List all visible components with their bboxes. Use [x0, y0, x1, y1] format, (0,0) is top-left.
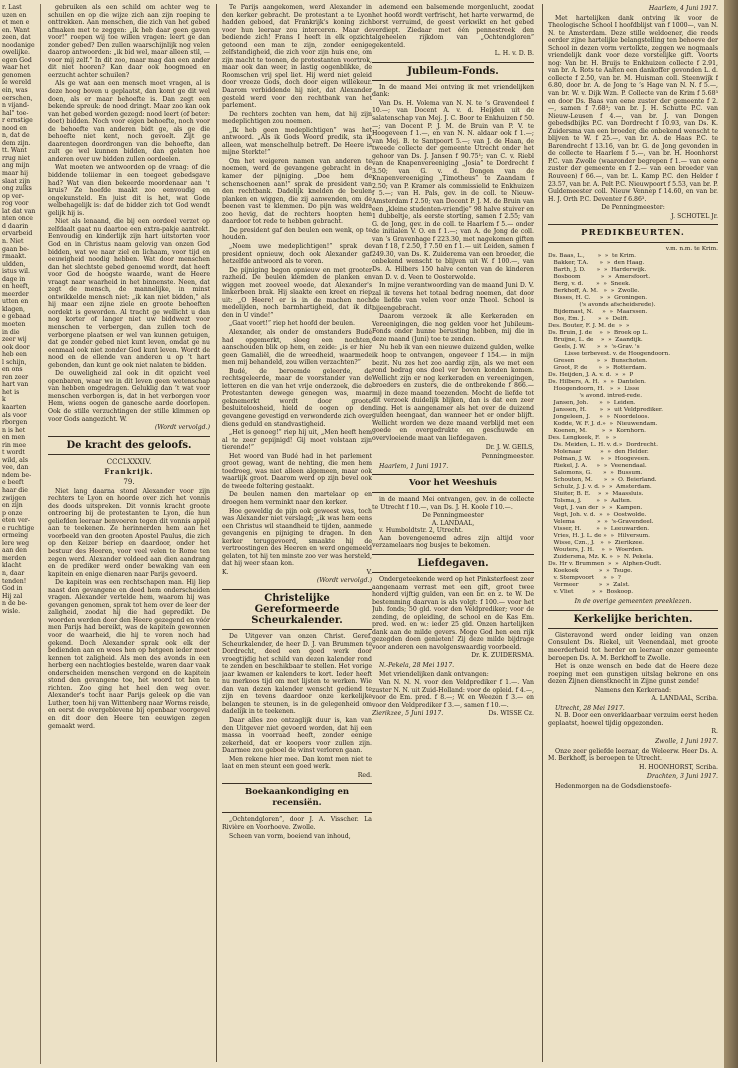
fragment-line: p onze — [2, 509, 23, 517]
para: De Uitgever van onzen Christ. Geref. Scheurkalender, de heer D. J. van Brummen te Dordrecht, deed een goed werk door vroegtijdig het schild van dezen kalender rond te zenden en beschikbaar te stellen. Het vorige jaar kwamen er kalenders te kort. Ieder heeft nu merkoos tijd om met lijsten te werken. Wie dan van dezen kalender wenscht gediend te zijn en tevens daardoor onze kerkelijke belangen te steunen, is in de gelegenheid om dadelijk in te teekenen. — [222, 633, 372, 716]
fragment-line: meerder — [2, 290, 29, 298]
fragment-line: zeer wij — [2, 336, 27, 344]
signature: R. — [711, 728, 718, 736]
heading-kalender: Christelijke Gereformeerde Scheurkalender. — [222, 589, 372, 630]
table-row: Jongeleen, J. » » Noordeloos. — [548, 414, 650, 421]
column-2 — [222, 4, 372, 1064]
fragment-line: God in — [2, 585, 23, 593]
fragment-line: rrug niet — [2, 154, 30, 162]
sig-k: K. — [222, 568, 229, 576]
fragment-line: Hij zal — [2, 592, 23, 600]
fragment-line: n, daar — [2, 570, 25, 578]
table-row: Hoogendoorn, H. » » Lisse — [548, 386, 640, 393]
signature-row — [372, 710, 534, 718]
para: De kapitein was een rechtschapen man. Hij liep naast den gevangene en deed hem onderscheiden vragen. Alexander vertelde hem, waarom hij was gevangen genomen, sprak tot hem over de leer der zaligheid, zoodat hij die had gepredikt. De woorden werden door den Heere gezegend en vóór men Parijs had bereikt, was de kapitein gewonnen voor de waarheid, die hij te voren noch had gekend. Doch Alexander sprak ook elk der bedienden aan en wees hen op hetgeen ieder moet kennen tot zaligheid. Als men des avonds in een herberg een nachtlogies bestelde, waren daar vaak onderscheiden menschen vergond en de kapitein stond den gevangene toe, het woord tot hen te richten. Zoo ging het heel den weg over. Alexander's tocht naar Parijs geleek op die van Luther, toen hij van Wittenberg naar Worms reisde, en eerst de overgeblevene bij openbaar voorgevel en dit door den Heere ten eeuwigen zegen gemaakt werd. — [48, 579, 210, 730]
table-row: Berg, v. d. » » Sneek. — [548, 281, 631, 288]
table-row: Wouters, J. H. » » Woerden. — [548, 547, 644, 554]
fragment-line: hart van — [2, 381, 29, 389]
table-row: Des. Lengkeek, F. » » — [548, 435, 617, 442]
fragment-line: en zijn — [2, 502, 23, 510]
fragment-line: eerschen, — [2, 94, 33, 102]
heading-boek: Boekaankondiging en recensiën. — [222, 783, 372, 813]
fragment-line: egen God — [2, 56, 32, 64]
para: Men rekene hier mee. Dan komt men niet te laat en men steunt een goed werk. — [222, 755, 372, 771]
para: Wat moeten we antwoorden op de vraag: of die biddende toliiemar in een toegeet gebedsgave had? Wat van dien bekeerde moordenaar aan 't kruis? Ze hoefde maakt zoo eenvoudig en ongekunsteld. En juist dit is het, wat Gode welbehagelijk is: dat de bidder zich tot God wendt gelijk hij is. — [48, 164, 210, 217]
heading-weeshuis: Voor het Weeshuis — [372, 474, 534, 493]
para: Ondergeteekende werd op het Pinksterfeest zeer aangenaam verrast met een gift, groot twee honderd vijftig gulden, van een br. en z. te W. De bestemming daarvan is als volgt: f 100.— voor het Jub. fonds; 50 gld. voor den Veldprediker; voor de zending, de opleiding, de school en de Kas Em. pred. wed. en w.: ieder 25 gld. Onzen hartelijken dank aan de milde gevers. Moge God hen een rijk gezegden doen genieten! Zij deze milde bijdrage voor anderen een navolgenswaardig voorbeeld. — [372, 576, 534, 651]
table-row: Berkhoff, A. M. » » Zwolle. — [548, 288, 640, 295]
para: gebruiken als een schild om achter weg te schuilen en op die wijze zich aan zijn roeping te onttrekken. Aan menschen, die zich van het gebed afmaken met te zeggen: „ik heb daar geen gaven voor!” roepen wij toe willen vragen: leert ge dan zonder gebed? Den zullen waarschijnlijk nog velen daarop antwoorden: „ik bid wel, maar alleen stil, — voor mij zelf.” In dit zoo, maar mag dan een ander dit niet hooren? Kan daar ook hoogmoed en eerzucht achter schuilen? — [48, 4, 210, 79]
para: Niet als lenaand, die bij een oordeel verzet op zelfdaalt gaat nu daartoe een extra-pakje aantrekt. Eenvoudig en kinderlijk zijn hart uitstorten voor God en in Christus naam gelovig van onzen God bidden, wat we naar ziel en lichaam, voor tijd en eeuwigheid noodig hebben. Wat door menschen dan het slechtste gebed genoemd wordt, dat heeft voor God de hoogste waarde, want de Heere vraagt naar waarheid in het binnenste. Neen, dat zegt de mensch, de mannelijke, in minst ontwikkelde mensch niet: „ik kan niet bidden,” als hij maar een zijne ziele en groote behoeften oordekt is geworden. Al tracht ge wellicht u dan nog korter of langer niet uw biddwezt voor menschen te verbergen, dan zullen toch de verborgene plaatsen er wel van kunnen getuigen, dat ge zonder gebed niet kunt leven, omdat ge nu eenmaal ook niet zonder God kunt leven. Wordt de nood en de ellende van anderen u op 't hart gebonden, dan kunt ge ook niet nalaten te bidden. — [48, 218, 210, 369]
table-row: Molenaar » » den Helder. — [548, 449, 649, 456]
table-row: 's avond. intred-rede. — [548, 393, 643, 400]
para: „Het is genoeg!” riep hij uit, „Men heeft hem al te zeer gepijnigd! Gij moet volstaan zijn tierende!” — [222, 429, 372, 452]
fragment-line: klagen, — [2, 305, 25, 313]
table-row: Vermeer » » Zalst. — [548, 582, 630, 589]
table-row: Groot, P. de » » Rotterdam. — [548, 365, 647, 372]
fragment-line: t wordt — [2, 449, 25, 457]
para: De president gaf den beulen een wenk, op te houden. — [222, 226, 372, 242]
para: Alexander, als onder de omstanders Budé had opgemerkt, sloeg een nochten, aanschouden blik op hem, en zeide: „is er hier geen Gamaliël, die de wreedheid, waarmede men mij behandeld, zou willen verzachten?” — [222, 328, 372, 367]
fragment-line: ervarbeid — [2, 230, 33, 238]
fragment-line: haar die — [2, 487, 28, 494]
para: Onze zeer geliefde leeraar, de Weleerw. Heer Ds. A. M. Berkhoff, is beroepen te Utrecht. — [548, 747, 718, 763]
fragment-line: rmaakt. — [2, 253, 27, 261]
table-row: Vegt, J. van der » » Kampen. — [548, 505, 643, 512]
place: Zwolle, 1 Juni 1917. — [655, 737, 718, 745]
fragment-line: e gebaad — [2, 313, 31, 321]
table-row: Zuidersma, Mz. K. » » N. Pekela. — [548, 554, 654, 561]
table-row: Polman, J. W. » » Hoogeveen. — [548, 456, 650, 463]
fragment-line: vee, dan — [2, 464, 29, 472]
fragment-line: moeten — [2, 320, 26, 328]
fragment-line: rborgen — [2, 419, 28, 427]
para: „Gaat voort!” riep het hoofd der beulen. — [229, 320, 356, 328]
table-header: v.m. n.m. te Krim. — [665, 246, 718, 253]
para: In mijne verantwoording van de maand Juni D. V. zal ik tevens het totaal bedrag noemen, dat door de liefde van velen voor onze Theol. School is bijeengebracht. — [372, 282, 534, 312]
para: Van N. N. N. voor den Veldprediker f 1.—. Van zuster N. N. uit Zuid-Holland: voor de opleid. f 4.—, voor de Em. pred. f 8.—; W. en Weezen f 3.— en voor den Veldprediker f 3.—, samen f 10.—. — [372, 679, 534, 709]
para: In de maand Mei ontving ik met vriendelijken dank: — [372, 83, 534, 99]
fragment-line: ong zulks — [2, 185, 32, 193]
fragment-line: istus wil. — [2, 268, 30, 276]
signature: Penningmeester. — [481, 453, 534, 461]
article-gebed — [48, 4, 210, 432]
fragment-line: rog voor — [2, 200, 29, 208]
signature-row — [222, 569, 372, 577]
table-row: Ds. Heijden, J. A. v. d. » » P — [548, 372, 634, 379]
fragment-line: d daarin — [2, 222, 29, 230]
place: Frankrijk. — [104, 466, 154, 476]
signature: Dr. K. ZUIDERSMA. — [471, 652, 534, 660]
fragment-line: n de be- — [2, 600, 28, 608]
table-row: Bijdemast, N. » » Maarssen. — [548, 309, 648, 316]
signature: L. H. v. D. B. — [494, 50, 534, 58]
signature: A. LANDAAL, Scriba. — [651, 695, 718, 703]
para: Het is onze wensch en bede dat de Heere deze roeping met een gunstigen uitslag bekrone en ons dezen Zijnen dienstknecht in Zijne gunst zende! — [548, 663, 718, 686]
para: Daarom verzoek ik alle Kerkeraden en Vereenigingen, die nog gelden voor het Jubileum-Fonds onder hunne berusting hebben, mij die in deze maand (Juni) toe te zenden. — [372, 313, 534, 343]
fragment-line: kaarten — [2, 403, 27, 411]
fragment-line: noodanige — [2, 41, 35, 49]
heading-kracht: De kracht des geloofs. — [48, 436, 210, 455]
table-row: ('s avonds afscheidsrede). — [548, 302, 656, 309]
fragment-line: dage in — [2, 275, 26, 283]
signature: Namens den Kerkeraad: — [594, 686, 672, 694]
table-row: Gresen » » Bunschoten. — [548, 358, 648, 365]
fragment-line: l schijn, — [2, 358, 27, 366]
para: Om het weigeren namen van anderen te noemen, werd de gevangene gebracht in de kamer der pijniging. „Doe hem de schenschoenen aan!” sprak de president van den rechtbank. Dadelijk knelden de beulen planken en wiggen, die zij aanwenden, om de beenen vast te klemmen. Do pijn was weldra zoo hevig, dat de rechters hoopten hem daardoor tot rede te hebben gebracht. — [222, 157, 372, 226]
place: Drachten, 3 Juni 1917. — [646, 773, 718, 781]
column-3 — [372, 4, 534, 1064]
para: Van Ds. H. Volema van N. N. te ’s Gravendeel f 10.—; van Docent A. v. d. Heijden uit de salatenschap van Mej. J. C. Boor te Enkhuizen f 50.—; van Docent P. J. M. de Bruin van P. V. te Hoogeveen f 1.—, en van N. N. aldaar ook f 1.—; van Mej. B. te Santpoort 5.—; van J. de Haan, de tweede collecte der gemeente Utrecht onder het gehoor van Ds. J. Jansen f 90.75¹; van C. v. Riebl van de Knapenvereeniging „Josia” te Dordrecht f 3.50; van G. v. d. Dongen van de Knapenvereeniging „Timotheus” te Zaandam f 2.50; van P. Kramer als commissielid te Enkhuizen f 5.—; van H. Pals, gev. in de coll. te Nieuw-Amsterdam f 2.50; van Docent P. J. M. de Bruin van een „kleine studenten-vriendje” 98 halve stuiver en 1 dubbeltje, als eerste storting, samen f 2.55; van G. de Jong, gev. in de coll. te Haarlem f 5.— onder de initialen V. O. en f 1.—; van A. de Jong de coll. van ’s Gravenhage f 223.30, met nagekomen giften van f 18, f 2.50, f 7.50 en f 1.— uit Leiden, samen f 249.30, van Ds. K. Zuiderema van een broeder, die onbekend wenscht te blijven uit W. f 100.—, van Ds. A. Hilbers 150 halve centen van de kinderen van D. v. d. Veen te Oosterwolde. — [372, 99, 534, 281]
fragment-line: in die — [2, 328, 20, 336]
table-row: Barth, J. D. » » Harderwijk. — [548, 267, 647, 274]
table-row: Janssen, H. » » uit Veldprediker. — [548, 407, 663, 414]
fragment-line: e beeft — [2, 479, 24, 487]
fragment-line: nten once — [2, 215, 33, 223]
number: CCCLXXXIV. — [106, 457, 152, 466]
book-binding — [724, 0, 738, 1068]
para: Budé, de beroemde geleerde, de rechtsgeleerde, maar de voorstander van de letteren en die van het vrije onderzoek, die de Protestanten dewege genegen was, maar geknemerkt wordt door groote besluiteloosheid, hield de oogen op den gevangene gevestigd en verwonderde zich over diens geduld en standvastigheid. — [222, 367, 372, 428]
para: De beulen namen den martelaar op en droegen hem verminkt naar den kerker. — [222, 491, 372, 506]
table-row: v. Vliet » » Boskoop. — [548, 589, 634, 596]
column-1 — [48, 4, 210, 1064]
table-row: Ds. Bruin, J. de » » Broek op L. — [548, 330, 648, 337]
heading-kerkelijke: Kerkelijke berichten. — [548, 610, 718, 629]
para: De pijniging begon opnieuw en met grooter razheid. De beulen klemden de planken en wiggen met zooveel woede, dat Alexander's linkerbeen brak. Hij slaakte een kreet en riep uit: „O Heere! er is in de machen noch medelijden, noch barmhartigheid, dat ik dit den in U vinde!” — [222, 266, 372, 319]
fragment-line: aan den — [2, 547, 27, 555]
fragment-line: maar hij — [2, 170, 29, 178]
fragment-line: dem zijn. — [2, 139, 31, 147]
signature: H. HOONHORST, Scriba. — [638, 763, 718, 771]
para: Scheen van vorm, boeiend van inhoud, — [229, 832, 351, 840]
table-row: Geels, J. W. » » 's-Grav. 's — [548, 344, 640, 351]
fragment-line: genomen — [2, 71, 31, 79]
table-row: Riekel, J. A. » » Veenendaal. — [548, 463, 647, 470]
para: in de maand Mei ontvangen, gev. in de collecte te Utrecht f 10.—, van Ds. J. H. Koole f 10.—. — [372, 496, 534, 511]
fragment-line: en heeft, — [2, 283, 30, 291]
table-row: Bosboom » » Amersfoort. — [548, 274, 651, 281]
fragment-line: op ver- — [2, 192, 24, 200]
fragment-line: ermeing — [2, 532, 29, 540]
para: „Noem uwe medeplichtigen!” sprak de president opnieuw, doch ook Alexander gaf hetzelfde antwoord als te voren. — [222, 242, 372, 266]
para: Met hartelijken dank ontving ik voor de Theologische School I hoofdblijst van f 1000—, van N. N. te Amsterdam. Deze stille weldoener, die reeds eerder zijne hartelijke belangstelling ten behoeve der School in dezen vorm vertolkte, zeggen we nogmaals vriendelijk dank voor deze vorstelijke gift. Voorts nog: Van br. H. Bruijs te Enkhuizen collecte f 2.91, van br. A. Rots te Aalten een dankoffer gevonden L. d. collecte f 2.50, van br. M. Huisman coll. Steenwijk f 6.80, door br. A. de Jong te ’s Hage van N. N. f 5.—, van br. W. v. Dijk Wzn. P. Collecte van de Krim f 5.68³ en door Ds. Baas van eene zuster der gemeente f 2.—, samen f 7.68³; van br. J. H. Schutte P.C. van Nieuw-Leusen f 4.—, van br. J. van Dongen gebedsdbijks P.C. van Dordrecht f 10.93, van Ds. K. Zuidersma van een broeder, die onbekend wenscht te blijven te W. f 25.—, van br. A. de Haas P.C. te Barendrecht f 13.16, van br. G. de Jong gevonden in de collecte te Haarlem f 5.—, van br. H. Hoonhorst P.C. van Zwolle (waaronder begrepen f 1.— van eene zuster der gemeente en f 2.— van een broeder van Rouveen) f 66.—, van br. L. Kamp P.C. den Helder f 23.57, van br. A. Pelt P.C. Nieuwpoort f 5.53, van br. P. Guldemeester coll. Nieuw Vennep f 14.60, en van br. H. J. Orth P.C. Deventer f 6.86³. — [548, 14, 718, 203]
table-row: Bos, Em. J. » » Delft. — [548, 316, 629, 323]
table-row: Ds. Baas, L., » » te Krim. — [548, 253, 636, 260]
table-row: Ds. Hilbers, A. H. » » Dantelen. — [548, 379, 647, 386]
para: De rechters zochten van hem, dat hij zijn medeplichtigen zou noemen. — [222, 110, 372, 126]
para: N. B. Door een onverklaarbaar verzuim eerst heden geplaatst, hoewel tijdig opgezonden. — [548, 712, 718, 727]
table-row: Salomons, G. » » Bussum. — [548, 470, 643, 477]
signature: J. SCHOTEL Jr. — [671, 212, 718, 220]
heading-predikbeurten: PREDIKBEURTEN. — [548, 224, 718, 243]
table-row: Visser, H. » » Leeuwarden. — [548, 526, 650, 533]
para: Nu heb ik van een nieuwe duizend gulden, welke ik hoop te ontvangen, ongeveer f 154.— in mijn bezit. Nu zes het zoo aardig zijn, als we met een rond bedrag ons doel ver boven konden komen. Wellicht zijn er nog kerkeraden en vereenigingen, broeders en zusters, die de ontbrekende f 866.— mij in deze maand toezenden. Mocht de liefde tot dit verzoek duidelijk blijken, dan is dat een zeer ding. Het is aangenamer als het over de duizend gulden heengaat, dan wanneer het er onder blijft. Wellicht worden we deze maand verblijd met een goede en overgedrukte en geschuwde en overvloeiende maat van liefdegaven. — [372, 344, 534, 442]
para: ademend een balsemende morgenlucht, zoodat het hoofd wordt verfrischt, het harte verwarmd, de borst verruimd, de geest verkwikt en het gebed verdiept. Ziedaar met één pennestreek den algeheelen rijkdom van „Ochtendgloren” gekenteld. — [372, 4, 534, 49]
para: N.-Pekela, 28 Mei 1917. — [379, 662, 455, 670]
fragment-line: lat dat van — [2, 207, 36, 215]
para: Gisteravond werd onder leiding van onzen Consulent Ds. Riekel, uit Veenendaal, met groote meerderheid tot herder en leeraar onzer gemeente beroepen Ds. A. M. Berkhoff te Zwolle. — [548, 631, 718, 662]
table-row: Lisse terbevest. v. de Hoogendoorn. — [548, 351, 671, 358]
fragment-line: en ons — [2, 366, 23, 374]
fragment-line: e ruchtige — [2, 524, 35, 532]
table-row: Bisses, H. C. » » Groningen. — [548, 295, 648, 302]
fragment-line: eten ver- — [2, 517, 30, 525]
para: Het woord van Budé had in het parlement groot gewag, want de nehting, die men hem toedroeg, was niet alleen algemeen, maar ook waarlijk groot. Daarom werd op zijn bevel ook de tweede foltering gestaakt. — [222, 452, 372, 490]
note: In de overige gemeenten preeklezen. — [574, 598, 692, 606]
table-row: Tolsma, J. » » Aalten. — [548, 498, 632, 505]
fragment-line: uldden, — [2, 260, 26, 268]
table-row: Des. Bouter, F. J. M. de » » — [548, 323, 630, 330]
table-row: Schouten, M. » » O. Beierland. — [548, 477, 657, 484]
para: Hoe geweldig de pijn ook geweest was, toch was Alexander niet verslagd; „ik was hem eens een Christus wil staandheid te tijden, aanmede gevangenis en pijniging te dragen. In den kerker teruggevoerd, smaakte hij de vertroostingen des Heeren en werd ongemeeld gelaten, tot hij ten minste zoo ver was hersteld, dat hij weer staan kon. — [222, 507, 372, 568]
table-row: v. Stempvoort » » ? — [548, 575, 621, 582]
para: „Ochtendgloren”, door J. A. Visscher. La Rivière en Voorhoeve. Zwolle. — [222, 816, 372, 831]
fragment-line: hal" toe- — [2, 109, 29, 117]
signature: De Penningmeester: — [601, 204, 665, 212]
column-4 — [548, 4, 718, 1064]
fragment-line: ndem be- — [2, 471, 32, 479]
signature: A. LANDAAL, — [431, 519, 475, 527]
place: Zierikzee, 5 Juni 1917. — [372, 710, 444, 718]
heading-jubileum: Jubileum-Fonds. — [372, 62, 534, 81]
fragment-line: n, dat de — [2, 132, 30, 140]
fragment-line: wisle. — [2, 607, 21, 615]
fragment-line: heb een — [2, 351, 27, 359]
fragment-line: n vijand- — [2, 102, 30, 110]
fragment-line: wild, als — [2, 456, 28, 464]
para: Te Parijs aangekomen, werd Alexander in den kerker gebracht. De protestant a te Lyon hadden geboed, dat Frankrijk's koning zich voor hun leeraar zou interceren. Maar de bediende zich! Frans I heeft in elk opzicht getoond een man te zijn, zonder eenige zelfstandigheid, die zich voor zijn huis ene, om zijn macht te toonen, de protestanten voortrok, maar ook dan weer, in lastig oogenblikke, de Roomschen vrij spel liet. Hij werd niet geleid door vreeze Gods, doch door eigen willekeur. Daarom verbiddende hij niet, dat Alexander gesteld werd voor den rechtbank van het parlement. — [222, 4, 372, 110]
fragment-line: en men — [2, 434, 26, 442]
fragment-line: waar het — [2, 64, 30, 72]
para: Als ge wat aan een mensch moet vragen, al is deze hoog boven u geplaatst, dan komt ge dit wel doen, als er maar behoefte is. Dan zegt een bekende spreuk: de nood dringt. Maar zoo kan ook van het gebed worden gezegd: nood leert (of beter: doet) bidden. Noch voor eigen behoefte, noch voor de behoefte van anderen bidt ge, als ge die behoefte niet kent, noch gevoelt. Zijt ge daarentegen doordrongen van die behoefte, dan zult ge wel kunnen bidden, dan gelaten hoe anderen over uw bidden zullen oordeelen. — [48, 80, 210, 163]
place: Haarlem, 1 Juni 1917. — [379, 462, 449, 470]
address: v. Humboldtstr. 2, Utrecht. — [379, 527, 464, 535]
fragment-line: tenden! — [2, 577, 27, 585]
column-0 — [2, 4, 41, 1064]
fragment-line: en. Want — [2, 26, 30, 34]
fragment-line: lere weg — [2, 539, 30, 547]
fragment-line: r. Last — [2, 4, 22, 11]
fragment-line: owelijke. — [2, 49, 30, 57]
table-row: Wisse, Czn., J. » » Zierikzee. — [548, 540, 644, 547]
fragment-line: tt. Want — [2, 147, 27, 155]
table-row: Ds. Hr v. Brummen » » Alphen-Oudt. — [548, 561, 662, 568]
para: „Ik heb geen medeplichtigen” was het antwoord. „Als ik Gods Woord predik, sta ik alleen, wat menschelhulp betreft. De Heere is mijne Sterkte!” — [222, 126, 372, 157]
fragment-line: ook door — [2, 343, 30, 351]
fragment-line: n is het — [2, 426, 26, 434]
table-row: Kodde, W. F. J. d.» » Nieuwendam. — [548, 421, 658, 428]
para: De ouweligheid zal ook in dit opzicht veel openbaren, waar we in dit leven geen wetenschap van hebben omgedragen. Geluklig dan ’t wat voor menschen verborgen is, dat in het verborgen voor Hem, wiens oogen de ganesche aarde doorlopen. Ook de stille verzuchtingen der stille klimmen op voor Gods aangezicht. W. — [48, 370, 210, 423]
column-rule — [216, 4, 217, 1062]
place: Utrecht, 28 Mei 1917. — [555, 704, 625, 712]
table-row: Velema » » 's-Gravendeel. — [548, 519, 654, 526]
signature: (Wordt vervolgd.) — [154, 424, 210, 432]
fragment-line: het is — [2, 388, 20, 396]
fragment-line: utten en — [2, 298, 29, 306]
fragment-line: k — [2, 396, 6, 404]
table-row: Bakker, T.A. » » den Haag. — [548, 260, 645, 267]
table-row: Sluiter, B. E. » » Maassluis. — [548, 491, 644, 498]
fragment-line: le wereld — [2, 79, 32, 87]
para: Daar alles zoo ontzaglijk duur is, kan van den Uitgever niet gevoerd worden, dat hij een massa in voorraad heeft, zonder eenige zekerheid, dat er koopers voor zullen zijn. Daarmee zou geboel de winst verloren gaan. — [222, 717, 372, 755]
table-row: Vries, H. J. L. de » » Hilversum. — [548, 533, 651, 540]
fragment-line: r ernstige — [2, 117, 33, 125]
fragment-line: ein, was — [2, 87, 28, 95]
table-row: Ds. Meiden, L. H. v. d.» Dordrecht. — [548, 442, 658, 449]
fragment-line: slaat zijn — [2, 177, 31, 185]
para: Hedenmorgen na de Godsdienstoefe- — [555, 782, 672, 790]
signature: Dr. J. W. GEILS, — [485, 443, 534, 451]
signature: De Penningmeester — [422, 512, 484, 520]
place: Haarlem, 4 Juni 1917. — [648, 5, 718, 12]
table-row: Koekoek » » Tsuge. — [548, 568, 633, 575]
table-row: Schulz, J. J. v. d. » » Amsterdam. — [548, 484, 652, 491]
fragment-line: n. Niet — [2, 237, 24, 245]
signature: (Wordt vervolgd.) — [316, 577, 372, 585]
sig-v: V. — [366, 568, 372, 576]
predikbeurten-table — [548, 246, 718, 596]
para: Niet lang daarna stond Alexander voor zijn rechters te Lyon en hoorde over zich het vonnis des doods uitspreken. Dit vonnis kracht groote ontroering bij de protestanten te Lyon, die hun geliefden leeraar benvoeren tegen dit vonnis appèl aan te teekenen. Ze herinnerden hem aan het voorbeeld van den grooten Apostel Paulus, die zich op den Keizer beriep en daardoor, onder het bestuur des Heeren, voor veel velen te Rome ten zegen werd. Alexander voldeed aan dien aandrang en de prediker werd onder bewaking van een kapitein en enige dienaren naar Parijs gevoerd. — [48, 487, 210, 578]
fragment-line: gaan be- — [2, 245, 30, 253]
fragment-line: zwijgen — [2, 494, 27, 502]
fragment-line: merden — [2, 554, 27, 562]
fragment-line: uzen en — [2, 11, 27, 19]
table-row: Jansen, Joh. » » Leiden. — [548, 400, 636, 407]
table-row: Vegt, Joh. v. d. » » Oostwolde. — [548, 512, 647, 519]
para: Met vriendelijken dank ontvangen: — [379, 670, 489, 678]
fragment-line: klacht — [2, 562, 22, 570]
table-row: Koenen, M. » » Kornhorn. — [548, 428, 646, 435]
subnumber: 79. — [123, 477, 135, 486]
fragment-line: als voor — [2, 411, 27, 419]
fragment-line: nood en — [2, 124, 28, 132]
fragment-line: ren zeer — [2, 373, 29, 381]
signature: Ds. WISSE Cz. — [488, 710, 534, 718]
heading-liefdegaven: Liefdegaven. — [372, 554, 534, 573]
fragment-line: ang mijn — [2, 162, 30, 170]
para: Aan bovengenoemd adres zijn altijd voor verzamelaars nog busjes te bekomen. — [372, 534, 534, 550]
table-row: Bruijne, L. de » » Zaandijk. — [548, 337, 643, 344]
fragment-line: zeen, dat — [2, 34, 31, 42]
column-rule — [542, 4, 543, 1062]
fragment-line: et men e — [2, 19, 30, 27]
fragment-line: rin mee — [2, 441, 27, 449]
signature: Red. — [357, 771, 372, 779]
